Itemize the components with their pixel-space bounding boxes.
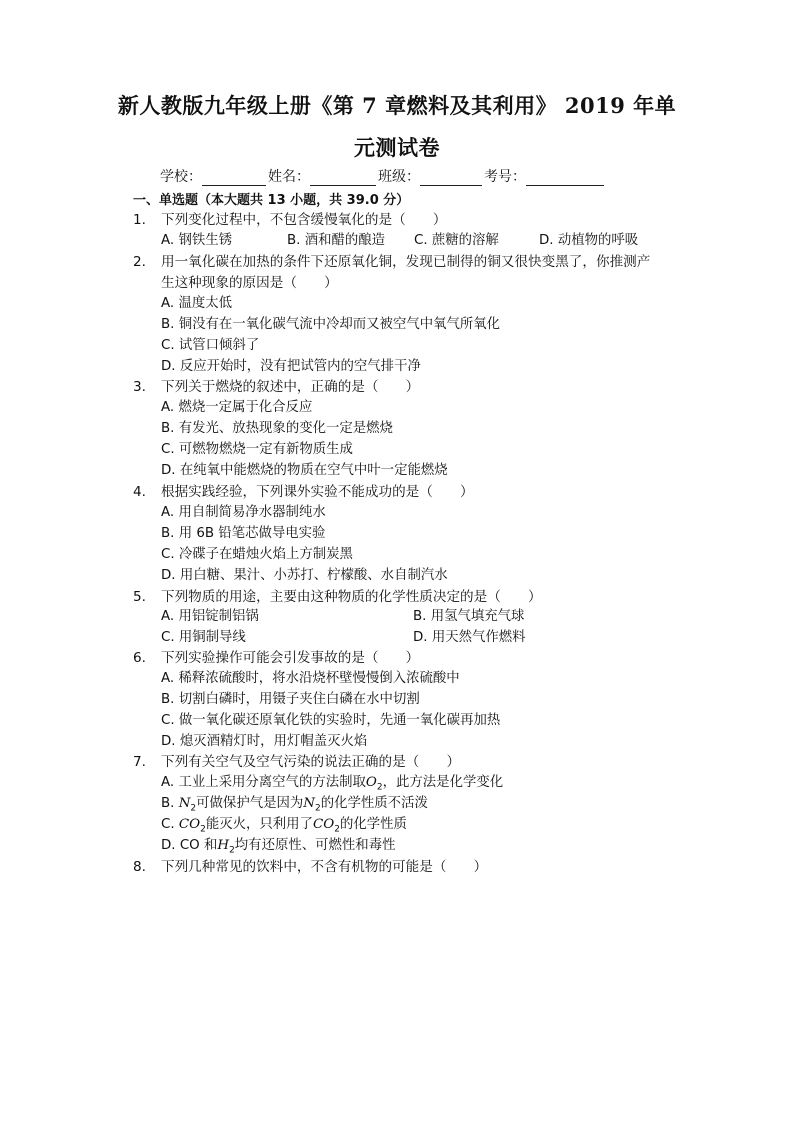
q7-option-c: C. $CO_2$能灭火，只利用了$CO_2$的化学性质 — [161, 817, 407, 835]
question-4 — [133, 480, 474, 500]
q1-option-d: D. 动植物的呼吸 — [539, 233, 639, 248]
question-number: 6. — [133, 650, 146, 666]
q5-option-d: D. 用天然气作燃料 — [413, 630, 526, 645]
q4-option-b: B. 用 6B 铅笔芯做导电实验 — [161, 526, 326, 541]
q2-option-b: B. 铜没有在一氧化碳气流中冷却而又被空气中氧气所氧化 — [161, 317, 501, 332]
class-label: 班级： — [378, 169, 420, 185]
q6-option-a: A. 稀释浓硫酸时，将水沿烧杯壁慢慢倒入浓硫酸中 — [161, 671, 460, 686]
q2-stem-continued: 生这种现象的原因是（ ） — [161, 275, 338, 291]
q1-option-c: C. 蔗糖的溶解 — [414, 233, 499, 248]
q2-option-c: C. 试管口倾斜了 — [161, 338, 260, 353]
question-stem: 用一氧化碳在加热的条件下还原氧化铜，发现已制得的铜又很快变黑了，你推测产 — [161, 254, 651, 270]
question-number: 4. — [133, 484, 146, 500]
q7-option-d: D. CO 和$H_2$均有还原性、可燃性和毒性 — [161, 838, 396, 856]
q7-option-a: A. 工业上采用分离空气的方法制取$O_2$，此方法是化学变化 — [161, 775, 504, 793]
section-heading: 一、单选题（本大题共 13 小题，共 39.0 分） — [133, 193, 410, 208]
name-field[interactable] — [310, 169, 376, 186]
question-stem: 下列关于燃烧的叙述中，正确的是（ ） — [161, 379, 420, 395]
question-number: 3. — [133, 379, 146, 395]
question-stem: 下列几种常见的饮料中，不含有机物的可能是（ ） — [161, 859, 488, 875]
q6-option-d: D. 熄灭酒精灯时，用灯帽盖灭火焰 — [161, 734, 368, 749]
q5-option-a: A. 用铝锭制铝锅 — [161, 609, 259, 624]
exam-no-field[interactable] — [526, 169, 604, 186]
question-7 — [133, 750, 460, 770]
q3-option-a: A. 燃烧一定属于化合反应 — [161, 400, 313, 415]
question-number: 2. — [133, 254, 146, 270]
q7-option-b: B. $N_2$可做保护气是因为$N_2$的化学性质不活泼 — [161, 796, 428, 814]
page-title-line1: 新人教版九年级上册《第 7 章燃料及其利用》 2019 年单 — [117, 93, 677, 118]
question-1 — [133, 208, 446, 228]
question-stem: 下列有关空气及空气污染的说法正确的是（ ） — [161, 754, 461, 770]
question-2 — [133, 250, 650, 270]
question-number: 7. — [133, 754, 146, 770]
q3-option-d: D. 在纯氧中能燃烧的物质在空气中叶一定能燃烧 — [161, 463, 448, 478]
q4-option-c: C. 冷碟子在蜡烛火焰上方制炭黑 — [161, 547, 353, 562]
q4-option-d: D. 用白糖、果汁、小苏打、柠檬酸、水自制汽水 — [161, 568, 448, 583]
question-stem: 下列变化过程中，不包含缓慢氧化的是（ ） — [161, 212, 447, 228]
question-6 — [133, 646, 419, 666]
question-stem: 下列实验操作可能会引发事故的是（ ） — [161, 650, 420, 666]
question-stem: 下列物质的用途，主要由这种物质的化学性质决定的是（ ） — [161, 589, 542, 605]
question-8 — [133, 855, 487, 875]
exam-no-label: 考号： — [484, 169, 526, 185]
q2-option-d: D. 反应开始时，没有把试管内的空气排干净 — [161, 359, 421, 374]
name-label: 姓名： — [268, 169, 310, 185]
question-number: 5. — [133, 589, 146, 605]
question-stem: 根据实践经验，下列课外实验不能成功的是（ ） — [161, 484, 474, 500]
q2-option-a: A. 温度太低 — [161, 296, 232, 311]
question-number: 1. — [133, 212, 146, 228]
question-3 — [133, 375, 419, 395]
q1-option-a: A. 钢铁生锈 — [161, 233, 232, 248]
q4-option-a: A. 用自制简易净水器制纯水 — [161, 505, 326, 520]
school-label: 学校： — [160, 169, 202, 185]
q3-option-b: B. 有发光、放热现象的变化一定是燃烧 — [161, 421, 393, 436]
q3-option-c: C. 可燃物燃烧一定有新物质生成 — [161, 442, 353, 457]
q6-option-c: C. 做一氧化碳还原氧化铁的实验时，先通一氧化碳再加热 — [161, 713, 501, 728]
q6-option-b: B. 切割白磷时，用镊子夹住白磷在水中切割 — [161, 692, 420, 707]
question-number: 8. — [133, 859, 146, 875]
question-5 — [133, 585, 542, 605]
page-title-line2: 元测试卷 — [354, 135, 440, 160]
q5-option-b: B. 用氢气填充气球 — [413, 609, 525, 624]
q1-option-b: B. 酒和醋的酿造 — [287, 233, 386, 248]
q5-option-c: C. 用铜制导线 — [161, 630, 246, 645]
class-field[interactable] — [420, 169, 482, 186]
student-info-row — [160, 166, 606, 186]
school-field[interactable] — [202, 169, 266, 186]
